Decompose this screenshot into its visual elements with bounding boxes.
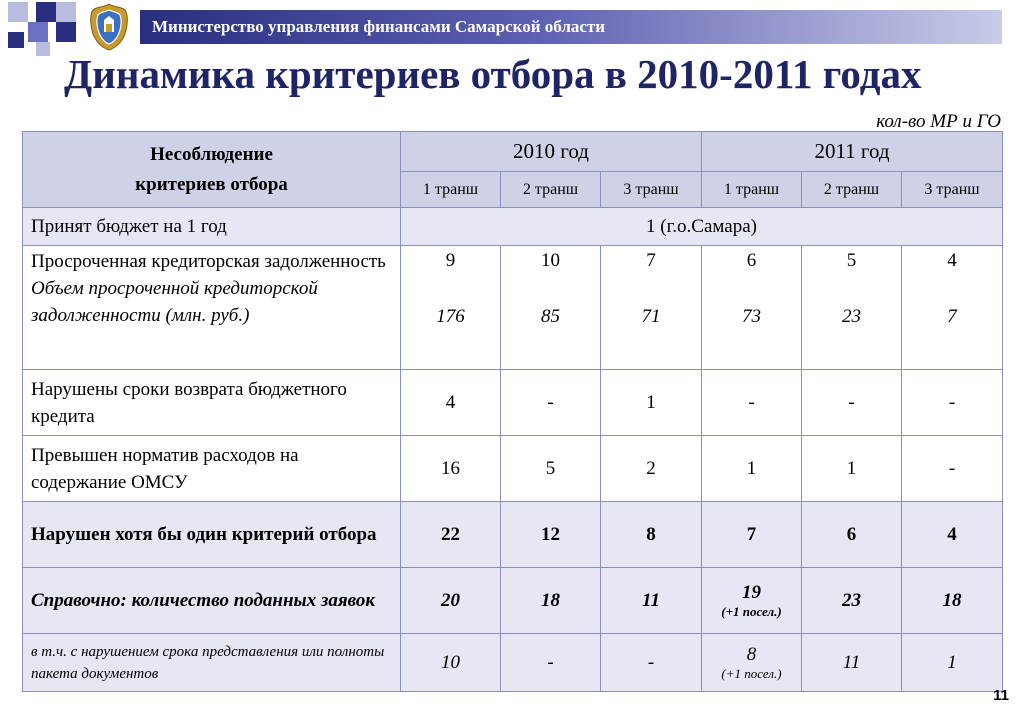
table-row: [23, 502, 1003, 568]
tranche-header: 1 транш: [401, 172, 501, 208]
value-cell: -: [902, 436, 1003, 502]
row-sublabel: Объем просроченной кредиторской задолженности (млн. руб.): [31, 278, 318, 326]
overdue-count: 10: [541, 250, 560, 271]
tranche-header: 3 транш: [601, 172, 702, 208]
overdue-volume: 71: [641, 306, 661, 327]
value-cell-with-note: [702, 634, 802, 692]
corner-header: [23, 132, 401, 208]
overdue-count: 7: [646, 250, 656, 271]
table-row: [23, 208, 1003, 246]
page-title: Динамика критериев отбора в 2010-2011 годах: [64, 51, 922, 97]
value-main: 19: [742, 581, 761, 603]
overdue-count: 5: [846, 250, 857, 271]
value-cell: 18: [501, 568, 601, 634]
decor-square: [56, 2, 76, 22]
table-row: [23, 370, 1003, 436]
coat-of-arms-icon: [85, 2, 133, 52]
value-cell: 1: [802, 436, 902, 502]
tranche-header: 2 транш: [802, 172, 902, 208]
tranche-header: 2 транш: [501, 172, 601, 208]
value-cell: 11: [802, 634, 902, 692]
row-label: Нарушены сроки возврата бюджетного кредита: [23, 370, 401, 436]
table-row: [23, 436, 1003, 502]
overdue-volume: 23: [842, 306, 861, 327]
value-cell: 1: [601, 370, 702, 436]
value-note: (+1 посел.): [721, 603, 782, 619]
criteria-table: [22, 131, 1003, 692]
decor-square: [36, 2, 56, 22]
value-cell-with-note: [702, 568, 802, 634]
overdue-cell: [501, 246, 601, 370]
overdue-count: 4: [947, 250, 957, 271]
corner-header-line2: критериев отбора: [135, 173, 288, 195]
value-cell: -: [501, 370, 601, 436]
row-label: Справочно: количество поданных заявок: [23, 568, 401, 634]
value-cell: 8: [601, 502, 702, 568]
overdue-cell: [601, 246, 702, 370]
value-cell: 4: [401, 370, 501, 436]
value-cell: 2: [601, 436, 702, 502]
value-cell: 1: [902, 634, 1003, 692]
value-cell: 1: [702, 436, 802, 502]
value-cell: 7: [702, 502, 802, 568]
tranche-header: 1 транш: [702, 172, 802, 208]
unit-note: кол-во МР и ГО: [876, 111, 1001, 132]
row-label-cell: [23, 246, 401, 370]
value-cell: 11: [601, 568, 702, 634]
decor-square: [28, 22, 48, 42]
decor-square: [8, 32, 24, 48]
value-cell: 20: [401, 568, 501, 634]
year-2011-header: 2011 год: [702, 132, 1003, 172]
overdue-count: 6: [746, 250, 757, 271]
value-cell: 16: [401, 436, 501, 502]
value-main: 8: [746, 643, 757, 665]
overdue-cell: [802, 246, 902, 370]
tranche-header: 3 транш: [902, 172, 1003, 208]
table-row: [23, 568, 1003, 634]
value-cell: -: [501, 634, 601, 692]
value-cell: 10: [401, 634, 501, 692]
value-cell: -: [802, 370, 902, 436]
overdue-volume: 85: [541, 306, 560, 327]
overdue-cell: [902, 246, 1003, 370]
decor-square: [8, 2, 28, 22]
value-cell: -: [902, 370, 1003, 436]
overdue-volume: 7: [947, 306, 957, 327]
budget-value: 1 (г.о.Самара): [401, 208, 1003, 246]
overdue-cell: [702, 246, 802, 370]
decor-square: [36, 42, 50, 56]
value-cell: 12: [501, 502, 601, 568]
corner-header-line1: Несоблюдение: [150, 143, 273, 165]
value-cell: 4: [902, 502, 1003, 568]
value-cell: -: [601, 634, 702, 692]
value-cell: 18: [902, 568, 1003, 634]
value-cell: 23: [802, 568, 902, 634]
overdue-volume: 73: [742, 306, 761, 327]
row-label: Принят бюджет на 1 год: [23, 208, 401, 246]
overdue-volume: 176: [436, 306, 465, 327]
overdue-cell: [401, 246, 501, 370]
table-row: [23, 634, 1003, 692]
row-label: Превышен норматив расходов на содержание ОМСУ: [23, 436, 401, 502]
table-row: [23, 246, 1003, 370]
value-note: (+1 посел.): [721, 665, 782, 681]
year-2010-header: 2010 год: [401, 132, 702, 172]
value-cell: 22: [401, 502, 501, 568]
value-cell: 5: [501, 436, 601, 502]
page-number: 11: [993, 687, 1009, 704]
ministry-banner: [140, 10, 1002, 44]
row-label: Нарушен хотя бы один критерий отбора: [23, 502, 401, 568]
value-cell: -: [702, 370, 802, 436]
banner-text: Министерство управления финансами Самарской области: [152, 17, 606, 36]
overdue-count: 9: [445, 250, 456, 271]
row-label: Просроченная кредиторская задолженность: [31, 251, 386, 272]
decor-square: [56, 22, 76, 42]
row-label: в т.ч. с нарушением срока представления или полноты пакета документов: [23, 634, 401, 692]
value-cell: 6: [802, 502, 902, 568]
